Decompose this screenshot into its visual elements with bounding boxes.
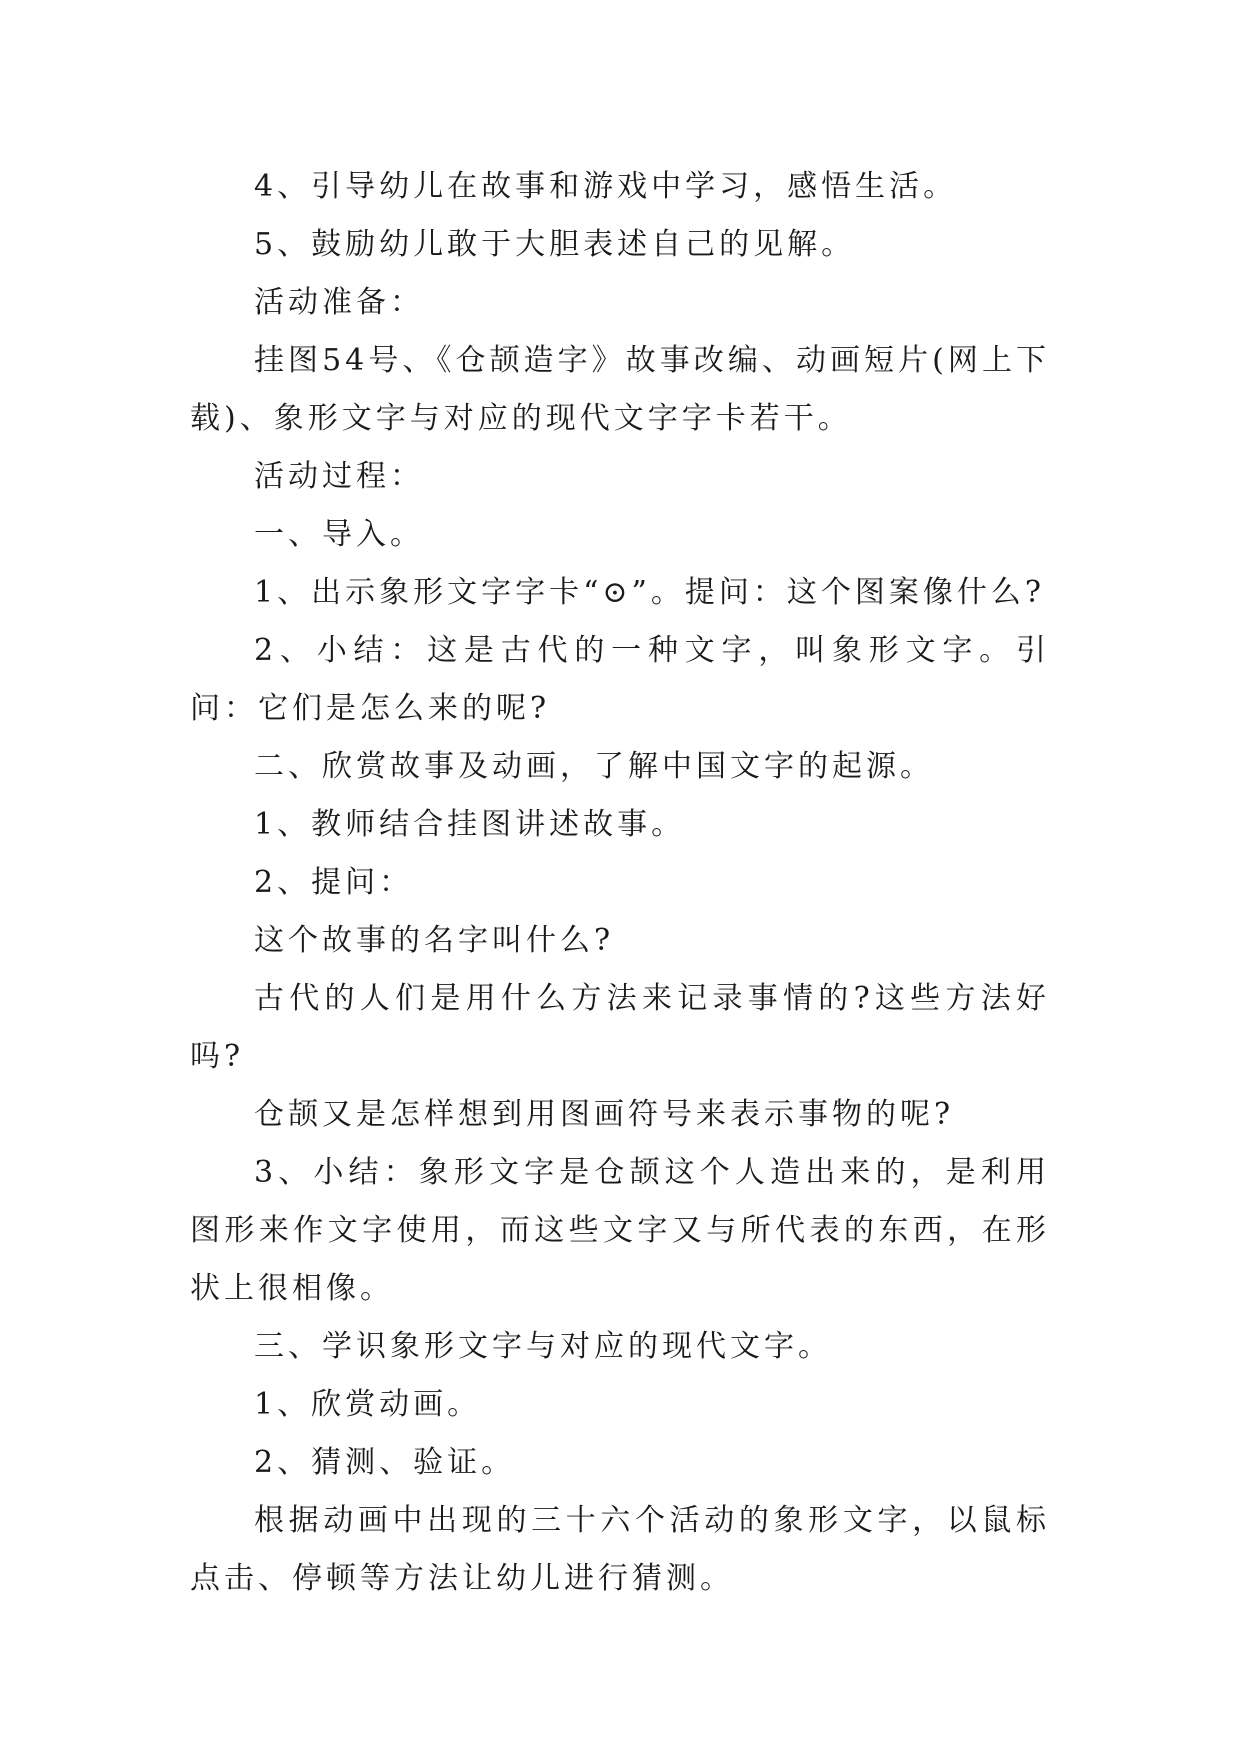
paragraph-goal-4: 4、引导幼儿在故事和游戏中学习，感悟生活。 <box>254 169 958 204</box>
paragraph-step-2-1: 1、教师结合挂图讲述故事。 <box>254 807 686 842</box>
heading-preparation: 活动准备： <box>254 285 424 320</box>
document-body <box>190 158 1050 1608</box>
paragraph-step-3-detail: 根据动画中出现的三十六个活动的象形文字，以鼠标点击、停顿等方法让幼儿进行猜测。 <box>190 1503 1050 1596</box>
paragraph-step-3-2: 2、猜测、验证。 <box>254 1445 516 1480</box>
paragraph-goal-5: 5、鼓励幼儿敢于大胆表述自己的见解。 <box>254 227 856 262</box>
heading-step-3: 三、学识象形文字与对应的现代文字。 <box>254 1329 832 1364</box>
paragraph-question-1: 这个故事的名字叫什么? <box>254 923 615 958</box>
paragraph-question-2: 古代的人们是用什么方法来记录事情的?这些方法好吗? <box>190 981 1050 1074</box>
heading-step-1: 一、导入。 <box>254 517 424 552</box>
paragraph-step-1-1: 1、出示象形文字字卡“⊙”。提问：这个图案像什么? <box>254 575 1045 610</box>
heading-process: 活动过程： <box>254 459 424 494</box>
paragraph-question-3: 仓颉又是怎样想到用图画符号来表示事物的呢? <box>254 1097 955 1132</box>
paragraph-step-3-1: 1、欣赏动画。 <box>254 1387 482 1422</box>
heading-step-2: 二、欣赏故事及动画，了解中国文字的起源。 <box>254 749 934 784</box>
paragraph-step-2-3: 3、小结：象形文字是仓颉这个人造出来的，是利用图形来作文字使用，而这些文字又与所代表的东西，在形状上很相像。 <box>190 1155 1050 1306</box>
paragraph-step-2-2: 2、提问： <box>254 865 414 900</box>
paragraph-preparation: 挂图54号、《仓颉造字》故事改编、动画短片(网上下载)、象形文字与对应的现代文字字卡若干。 <box>190 343 1050 436</box>
paragraph-step-1-2: 2、小结：这是古代的一种文字，叫象形文字。引问：它们是怎么来的呢? <box>190 633 1050 726</box>
